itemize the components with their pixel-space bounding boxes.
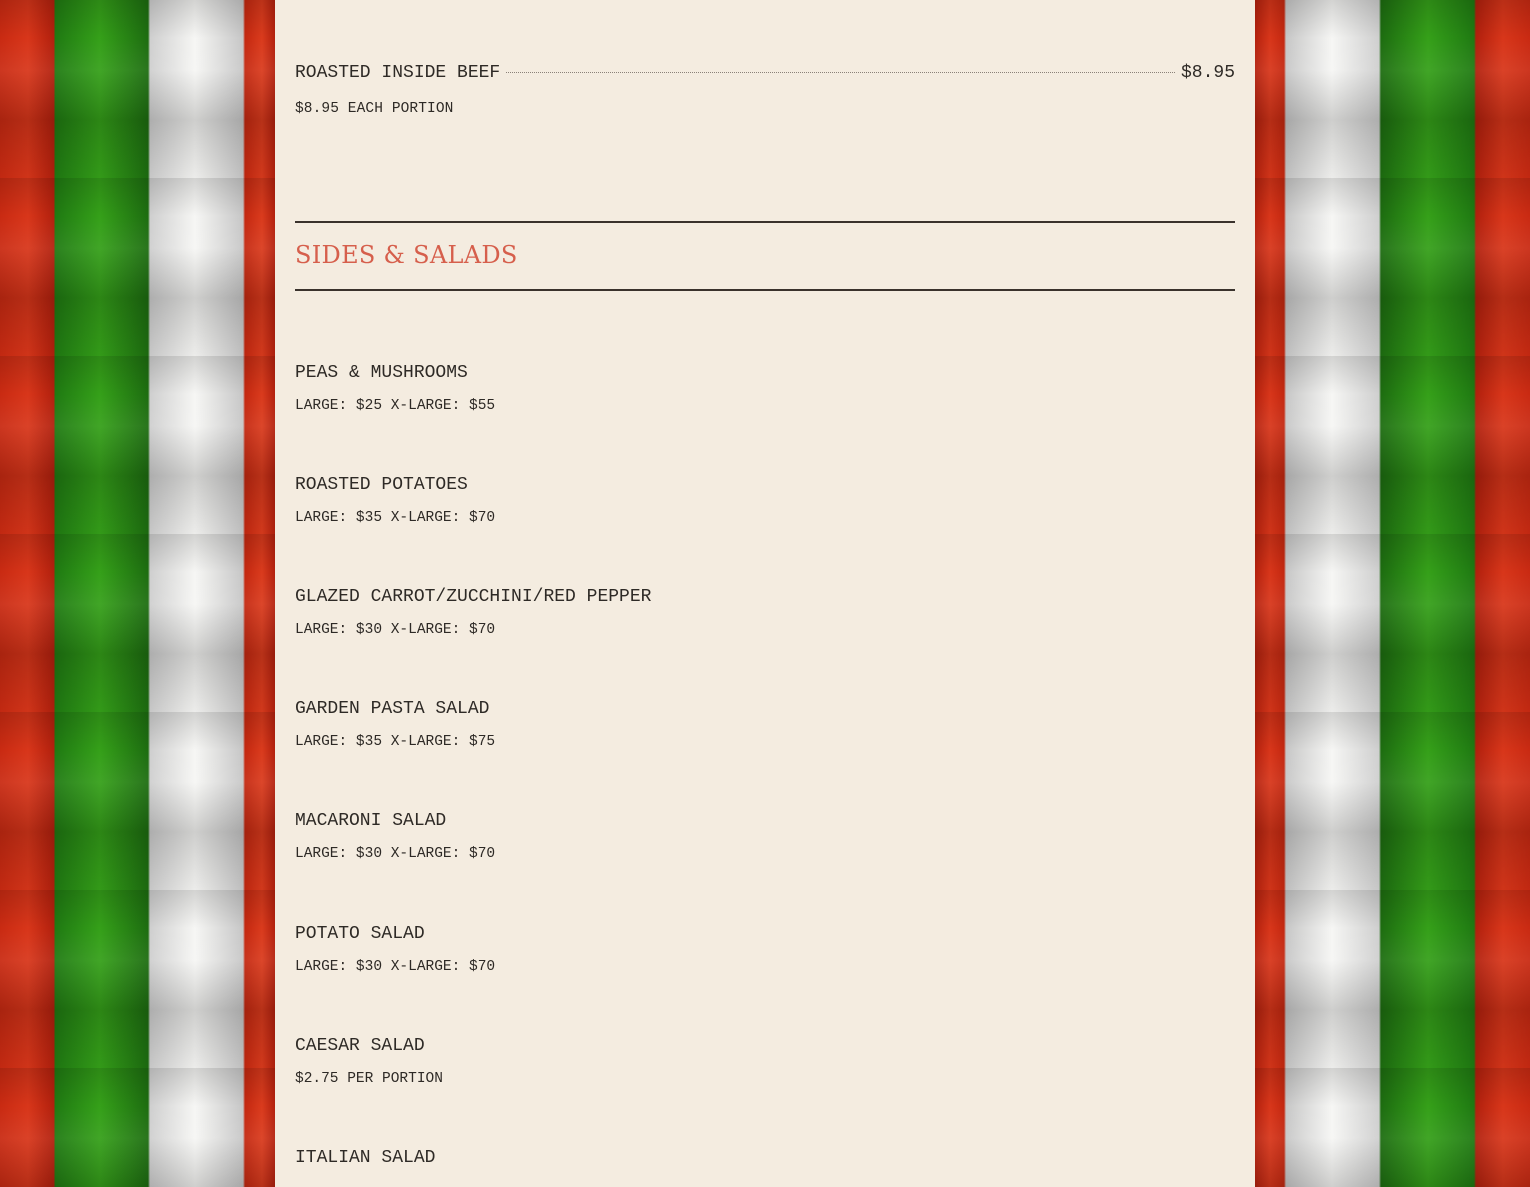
menu-item-name: GARDEN PASTA SALAD [295,699,490,719]
menu-item [295,1147,1235,1182]
menu-item [295,923,1235,976]
menu-item-roasted-inside-beef [295,63,1235,83]
menu-item-name: GLAZED CARROT/ZUCCHINI/RED PEPPER [295,587,652,607]
menu-panel [275,0,1255,1187]
menu-item-price: $2.75 PER PORTION [295,1071,443,1087]
menu-item [295,474,1235,527]
section-divider-top [295,221,1235,223]
menu-item-price: LARGE: $35 X-LARGE: $75 [295,734,496,750]
menu-item-name: ITALIAN SALAD [295,1148,436,1168]
menu-item-name: PEAS & MUSHROOMS [295,363,468,383]
menu-item [295,362,1235,415]
menu-item-name: MACARONI SALAD [295,811,447,831]
section-divider-bottom [295,289,1235,291]
menu-item-price: LARGE: $30 X-LARGE: $70 [295,846,496,862]
menu-item [295,698,1235,751]
menu-item-price: LARGE: $25 X-LARGE: $55 [295,398,496,414]
menu-item-price: $8.95 [1180,63,1235,83]
menu-item-price: LARGE: $30 X-LARGE: $70 [295,959,496,975]
menu-item-price: LARGE: $30 X-LARGE: $70 [295,622,496,638]
menu-item [295,810,1235,863]
menu-item [295,586,1235,639]
menu-item-note: $8.95 EACH PORTION [295,101,454,117]
menu-item-name: POTATO SALAD [295,924,425,944]
menu-item-price: LARGE: $35 X-LARGE: $70 [295,510,496,526]
section-title: SIDES & SALADS [295,241,518,269]
menu-item [295,1035,1235,1088]
menu-item-name: ROASTED POTATOES [295,475,468,495]
menu-item-name: ROASTED INSIDE BEEF [295,63,501,83]
menu-item-name: CAESAR SALAD [295,1036,425,1056]
dot-leader [506,72,1175,73]
